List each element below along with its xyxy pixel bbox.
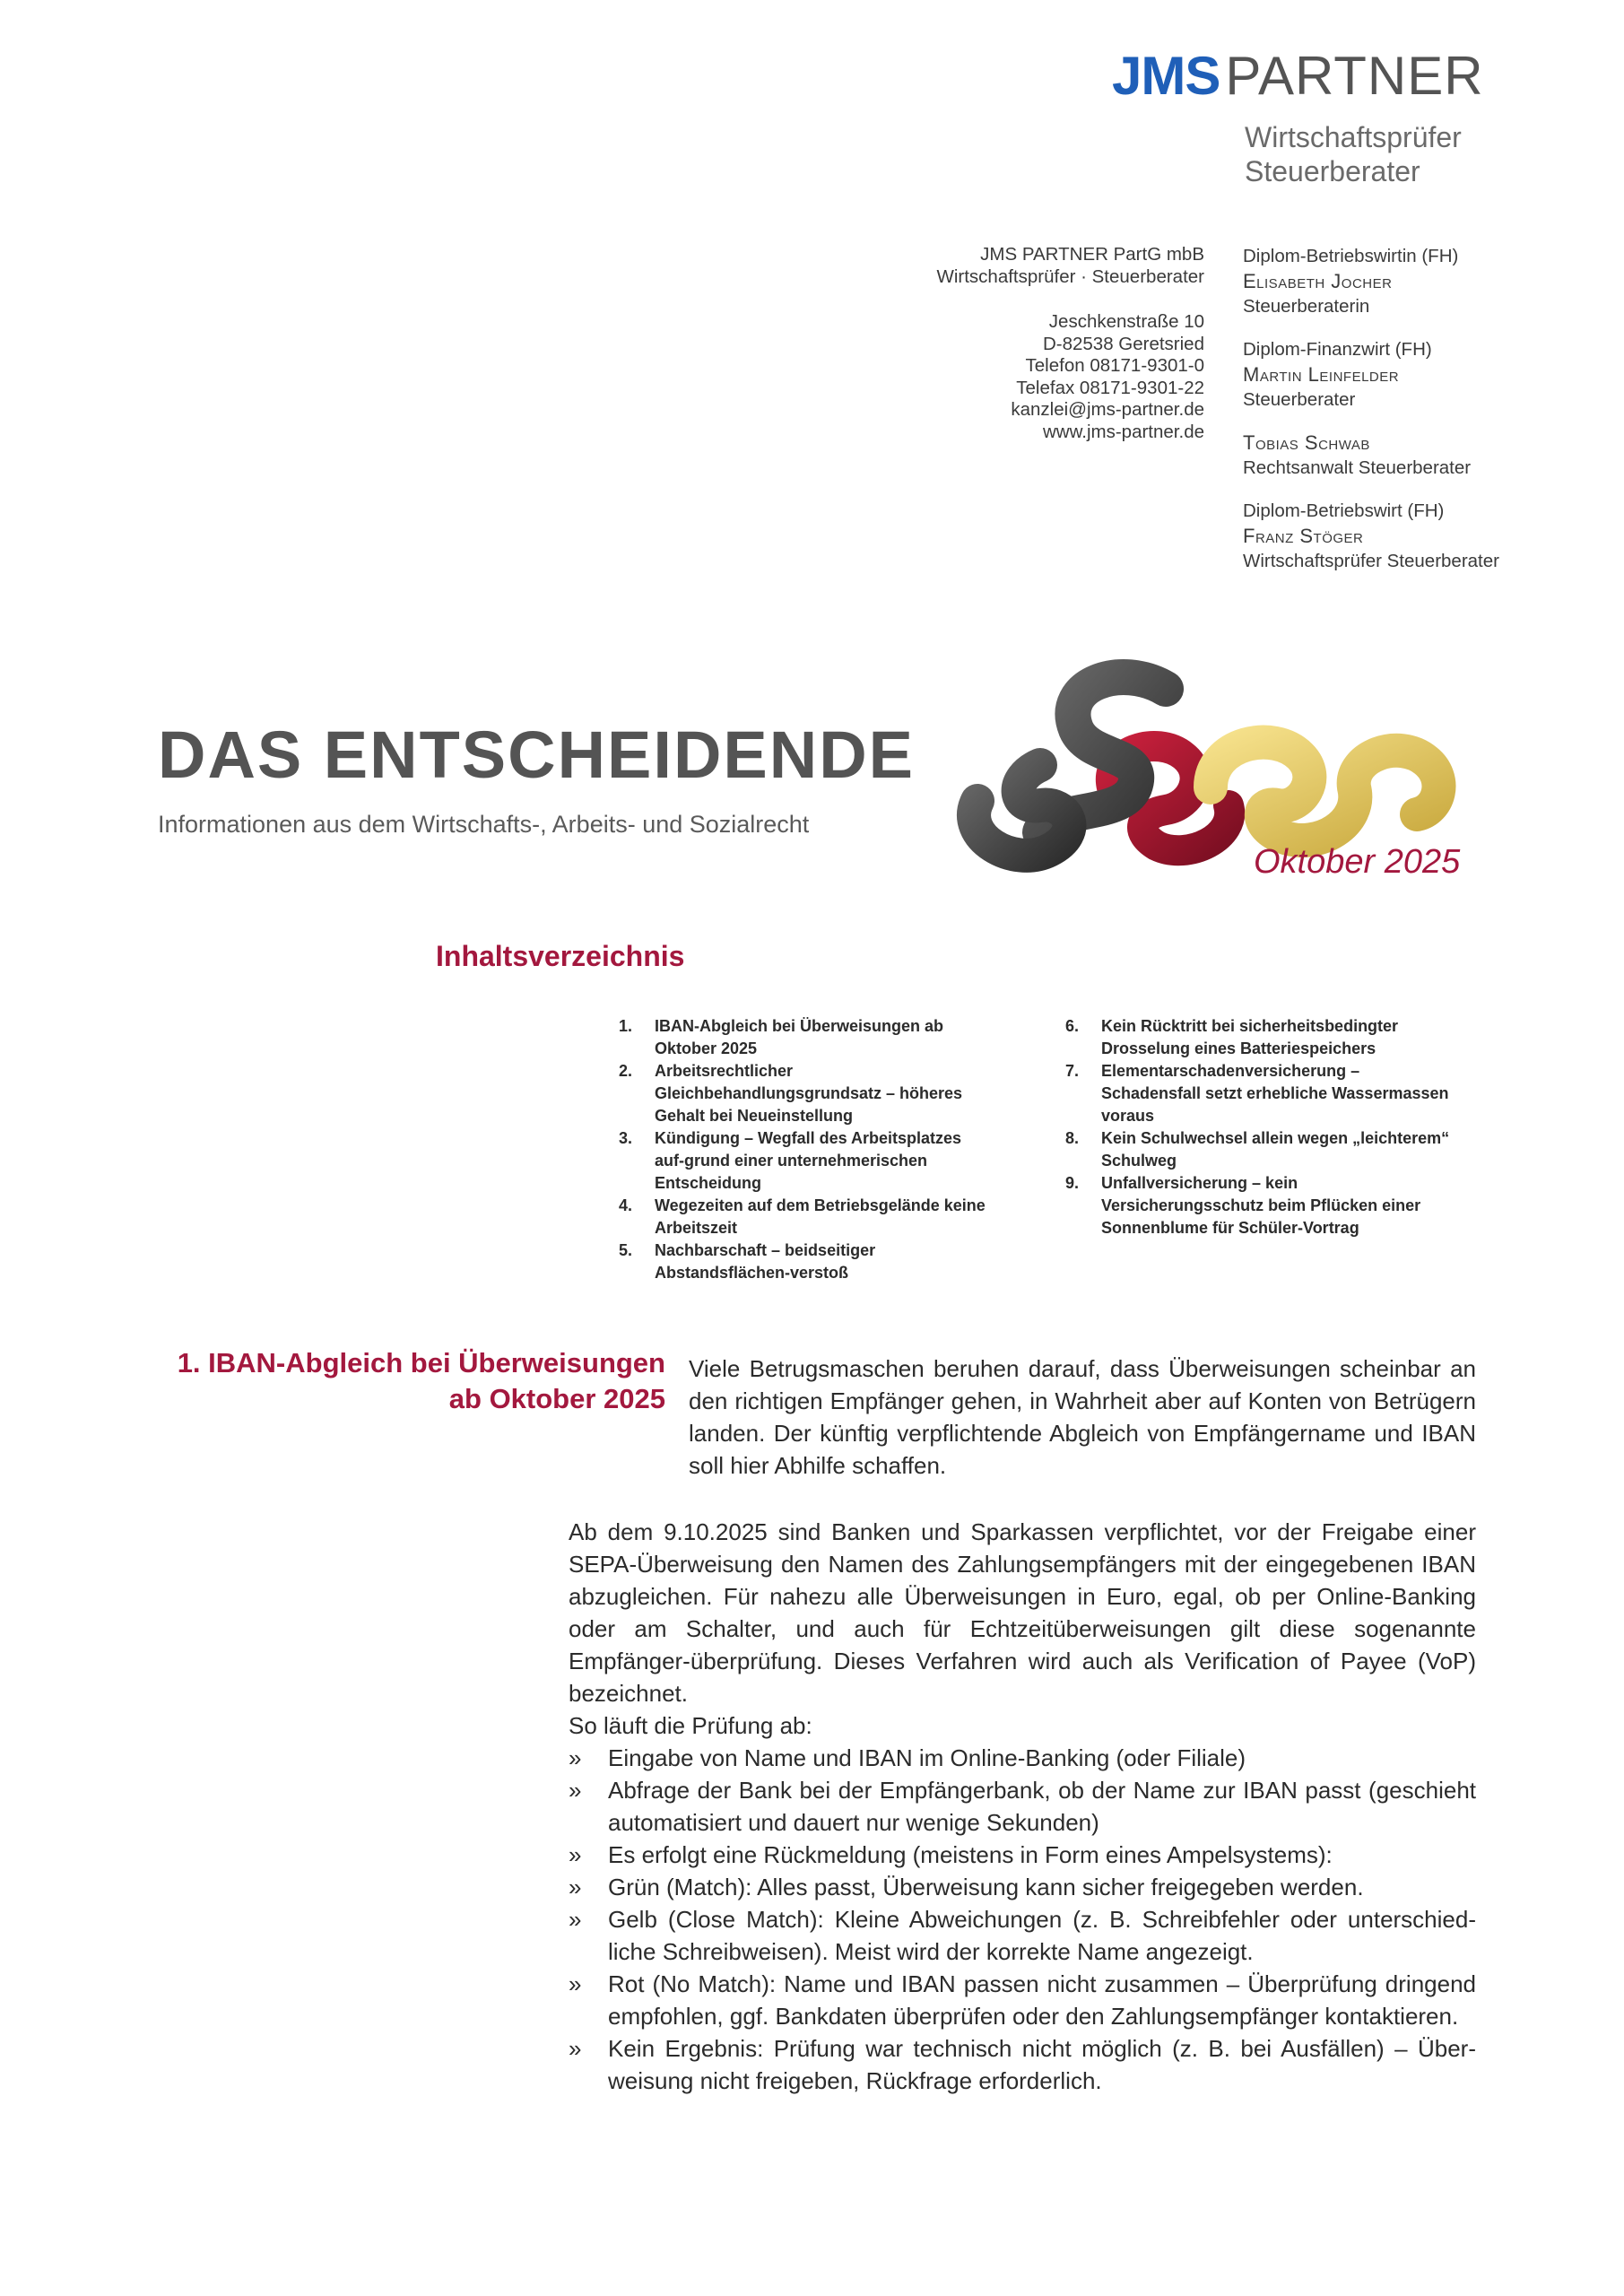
toc-text: IBAN-Abgleich bei Überweisungen ab Oktober 2025 bbox=[655, 1017, 944, 1057]
procedure-list bbox=[569, 1742, 1476, 1871]
toc-num: 2. bbox=[619, 1062, 633, 1080]
logo-partner: PARTNER bbox=[1225, 46, 1484, 106]
toc-text: Arbeitsrechtlicher Gleichbehandlungsgrundsatz – höheres Gehalt bei Neueinstellung bbox=[655, 1062, 963, 1125]
toc-item[interactable] bbox=[619, 1195, 995, 1239]
toc-num: 3. bbox=[619, 1129, 633, 1147]
section-1-procedure bbox=[569, 1709, 1476, 2097]
partner-role: Wirtschaftsprüfer Steuerberater bbox=[1243, 551, 1499, 571]
list-item: » Rot (No Match): Name und IBAN passen nicht zusammen – Überprüfung dringend empfohlen, ggf. Bankdaten überprüfen oder den Zahlungsempfänger kontaktieren. bbox=[569, 1968, 1476, 2032]
toc-num: 9. bbox=[1065, 1174, 1080, 1192]
logo-line1: Wirtschaftsprüfer bbox=[1245, 121, 1462, 153]
toc-text: Kündigung – Wegfall des Arbeitsplatzes auf-grund einer unternehmerischen Entscheidung bbox=[655, 1129, 962, 1192]
partner-name: Martin Leinfelder bbox=[1243, 363, 1400, 386]
toc-num: 6. bbox=[1065, 1017, 1080, 1035]
toc-num: 1. bbox=[619, 1017, 633, 1035]
partner-entry bbox=[1243, 337, 1499, 413]
section-1-heading-line2: ab Oktober 2025 bbox=[448, 1383, 665, 1414]
toc-item[interactable] bbox=[619, 1127, 995, 1195]
toc-text: Wegezeiten auf dem Betriebsgelände keine Arbeitszeit bbox=[655, 1196, 986, 1237]
toc-num: 7. bbox=[1065, 1062, 1080, 1080]
partner-entry bbox=[1243, 430, 1499, 481]
toc-item[interactable] bbox=[1065, 1060, 1460, 1127]
toc-item[interactable] bbox=[619, 1239, 995, 1284]
newsletter-title: DAS ENTSCHEIDENDE bbox=[158, 718, 915, 792]
list-item: » Grün (Match): Alles passt, Überweisung kann sicher freigegeben werden. bbox=[569, 1871, 1476, 1903]
toc-num: 5. bbox=[619, 1241, 633, 1259]
section-1-paragraph: Ab dem 9.10.2025 sind Banken und Sparkassen verpflichtet, vor der Freigabe einer SEPA-Überweisung den Namen des Zahlungsempfängers mit der eingegebenen IBAN abzugleichen. Für nahezu alle Überweisungen in Euro, egal, ob per Online-Banking oder am Schalter, und auch für Echtzeitüberweisungen gilt diese sogenannte Empfänger-überprüfung. Dieses Verfahren wird auch als Verification of Payee (VoP) bezeichnet. bbox=[569, 1518, 1476, 1707]
list-item: » Eingabe von Name und IBAN im Online-Banking (oder Filiale) bbox=[569, 1742, 1476, 1774]
procedure-lead: So läuft die Prüfung ab: bbox=[569, 1712, 812, 1739]
paragraph-sign-gold-icon bbox=[1211, 743, 1438, 840]
partner-degree: Diplom-Betriebswirtin (FH) bbox=[1243, 246, 1459, 266]
partner-name: Franz Stöger bbox=[1243, 525, 1364, 547]
toc-item[interactable] bbox=[1065, 1015, 1460, 1060]
traffic-light-list bbox=[569, 1871, 1476, 2097]
toc-text: Unfallversicherung – kein Versicherungsschutz beim Pflücken einer Sonnenblume für Schüler-Vortrag bbox=[1101, 1174, 1421, 1237]
toc-text: Kein Schulwechsel allein wegen „leichterem“ Schulweg bbox=[1101, 1129, 1450, 1170]
list-item: » Gelb (Close Match): Kleine Abweichungen (z. B. Schreibfehler oder unterschied-liche Schreibweisen). Meist wird der korrekte Name angezeigt. bbox=[569, 1903, 1476, 1968]
section-1-intro: Viele Betrugsmaschen beruhen darauf, dass Überweisungen scheinbar an den richtigen Empfänger gehen, in Wahrheit aber auf Konten von Betrügern landen. Der künftig verpflichtende Abgleich von Empfängername und IBAN soll hier Abhilfe schaffen. bbox=[689, 1355, 1476, 1479]
firm-tagline: Wirtschaftsprüfer · Steuerberater bbox=[936, 265, 1204, 287]
firm-street: Jeschkenstraße 10 bbox=[1048, 311, 1204, 332]
toc-num: 4. bbox=[619, 1196, 633, 1214]
toc-text: Nachbarschaft – beidseitiger Abstandsflächen-verstoß bbox=[655, 1241, 876, 1282]
firm-email[interactable]: kanzlei@jms-partner.de bbox=[1011, 399, 1204, 420]
logo-line2: Steuerberater bbox=[1245, 155, 1420, 187]
partner-role: Steuerberaterin bbox=[1243, 296, 1370, 317]
toc-text: Kein Rücktritt bei sicherheitsbedingter Drosselung eines Batteriespeichers bbox=[1101, 1017, 1399, 1057]
newsletter-subtitle: Informationen aus dem Wirtschafts-, Arbeits- und Sozialrecht bbox=[158, 811, 810, 838]
firm-city: D-82538 Geretsried bbox=[1042, 333, 1204, 354]
partner-role: Rechtsanwalt Steuerberater bbox=[1243, 457, 1472, 478]
toc-num: 8. bbox=[1065, 1129, 1080, 1147]
logo-jms: JMS bbox=[1112, 46, 1220, 106]
partner-name: Tobias Schwab bbox=[1243, 431, 1370, 454]
toc-column-2 bbox=[1065, 1015, 1460, 1239]
toc-item[interactable] bbox=[1065, 1172, 1460, 1239]
firm-name: JMS PARTNER PartG mbB bbox=[980, 244, 1204, 265]
list-item: » Kein Ergebnis: Prüfung war technisch nicht möglich (z. B. bei Ausfällen) – Über-weisung nicht freigeben, Rückfrage erforderlich. bbox=[569, 2032, 1476, 2097]
toc-item[interactable] bbox=[619, 1060, 995, 1127]
firm-fax: Telefax 08171-9301-22 bbox=[1016, 377, 1204, 398]
logo-subline bbox=[1245, 120, 1462, 188]
partner-entry bbox=[1243, 499, 1499, 574]
partner-role: Steuerberater bbox=[1243, 389, 1356, 410]
issue-date: Oktober 2025 bbox=[1254, 843, 1461, 881]
partner-name: Elisabeth Jocher bbox=[1243, 270, 1393, 292]
section-1-heading bbox=[135, 1345, 665, 1417]
toc-item[interactable] bbox=[619, 1015, 995, 1060]
toc-item[interactable] bbox=[1065, 1127, 1460, 1172]
firm-phone: Telefon 08171-9301-0 bbox=[1025, 355, 1204, 376]
partner-degree: Diplom-Finanzwirt (FH) bbox=[1243, 339, 1432, 360]
toc-column-1 bbox=[619, 1015, 995, 1284]
logo-wordmark bbox=[1112, 47, 1507, 106]
jms-partner-logo bbox=[1112, 46, 1507, 187]
toc-text: Elementarschadenversicherung – Schadensfall setzt erhebliche Wassermassen voraus bbox=[1101, 1062, 1449, 1125]
list-item: » Abfrage der Bank bei der Empfängerbank, ob der Name zur IBAN passt (geschieht automatisiert und dauert nur wenige Sekunden) bbox=[569, 1774, 1476, 1839]
partner-entry bbox=[1243, 244, 1499, 319]
firm-website[interactable]: www.jms-partner.de bbox=[1042, 421, 1204, 442]
firm-address bbox=[937, 244, 1205, 443]
partner-degree: Diplom-Betriebswirt (FH) bbox=[1243, 500, 1445, 521]
section-1-heading-line1: 1. IBAN-Abgleich bei Überweisungen bbox=[177, 1347, 665, 1378]
list-item: » Es erfolgt eine Rückmeldung (meistens in Form eines Ampelsystems): bbox=[569, 1839, 1476, 1871]
partner-list bbox=[1243, 244, 1499, 592]
toc-title: Inhaltsverzeichnis bbox=[436, 940, 685, 972]
